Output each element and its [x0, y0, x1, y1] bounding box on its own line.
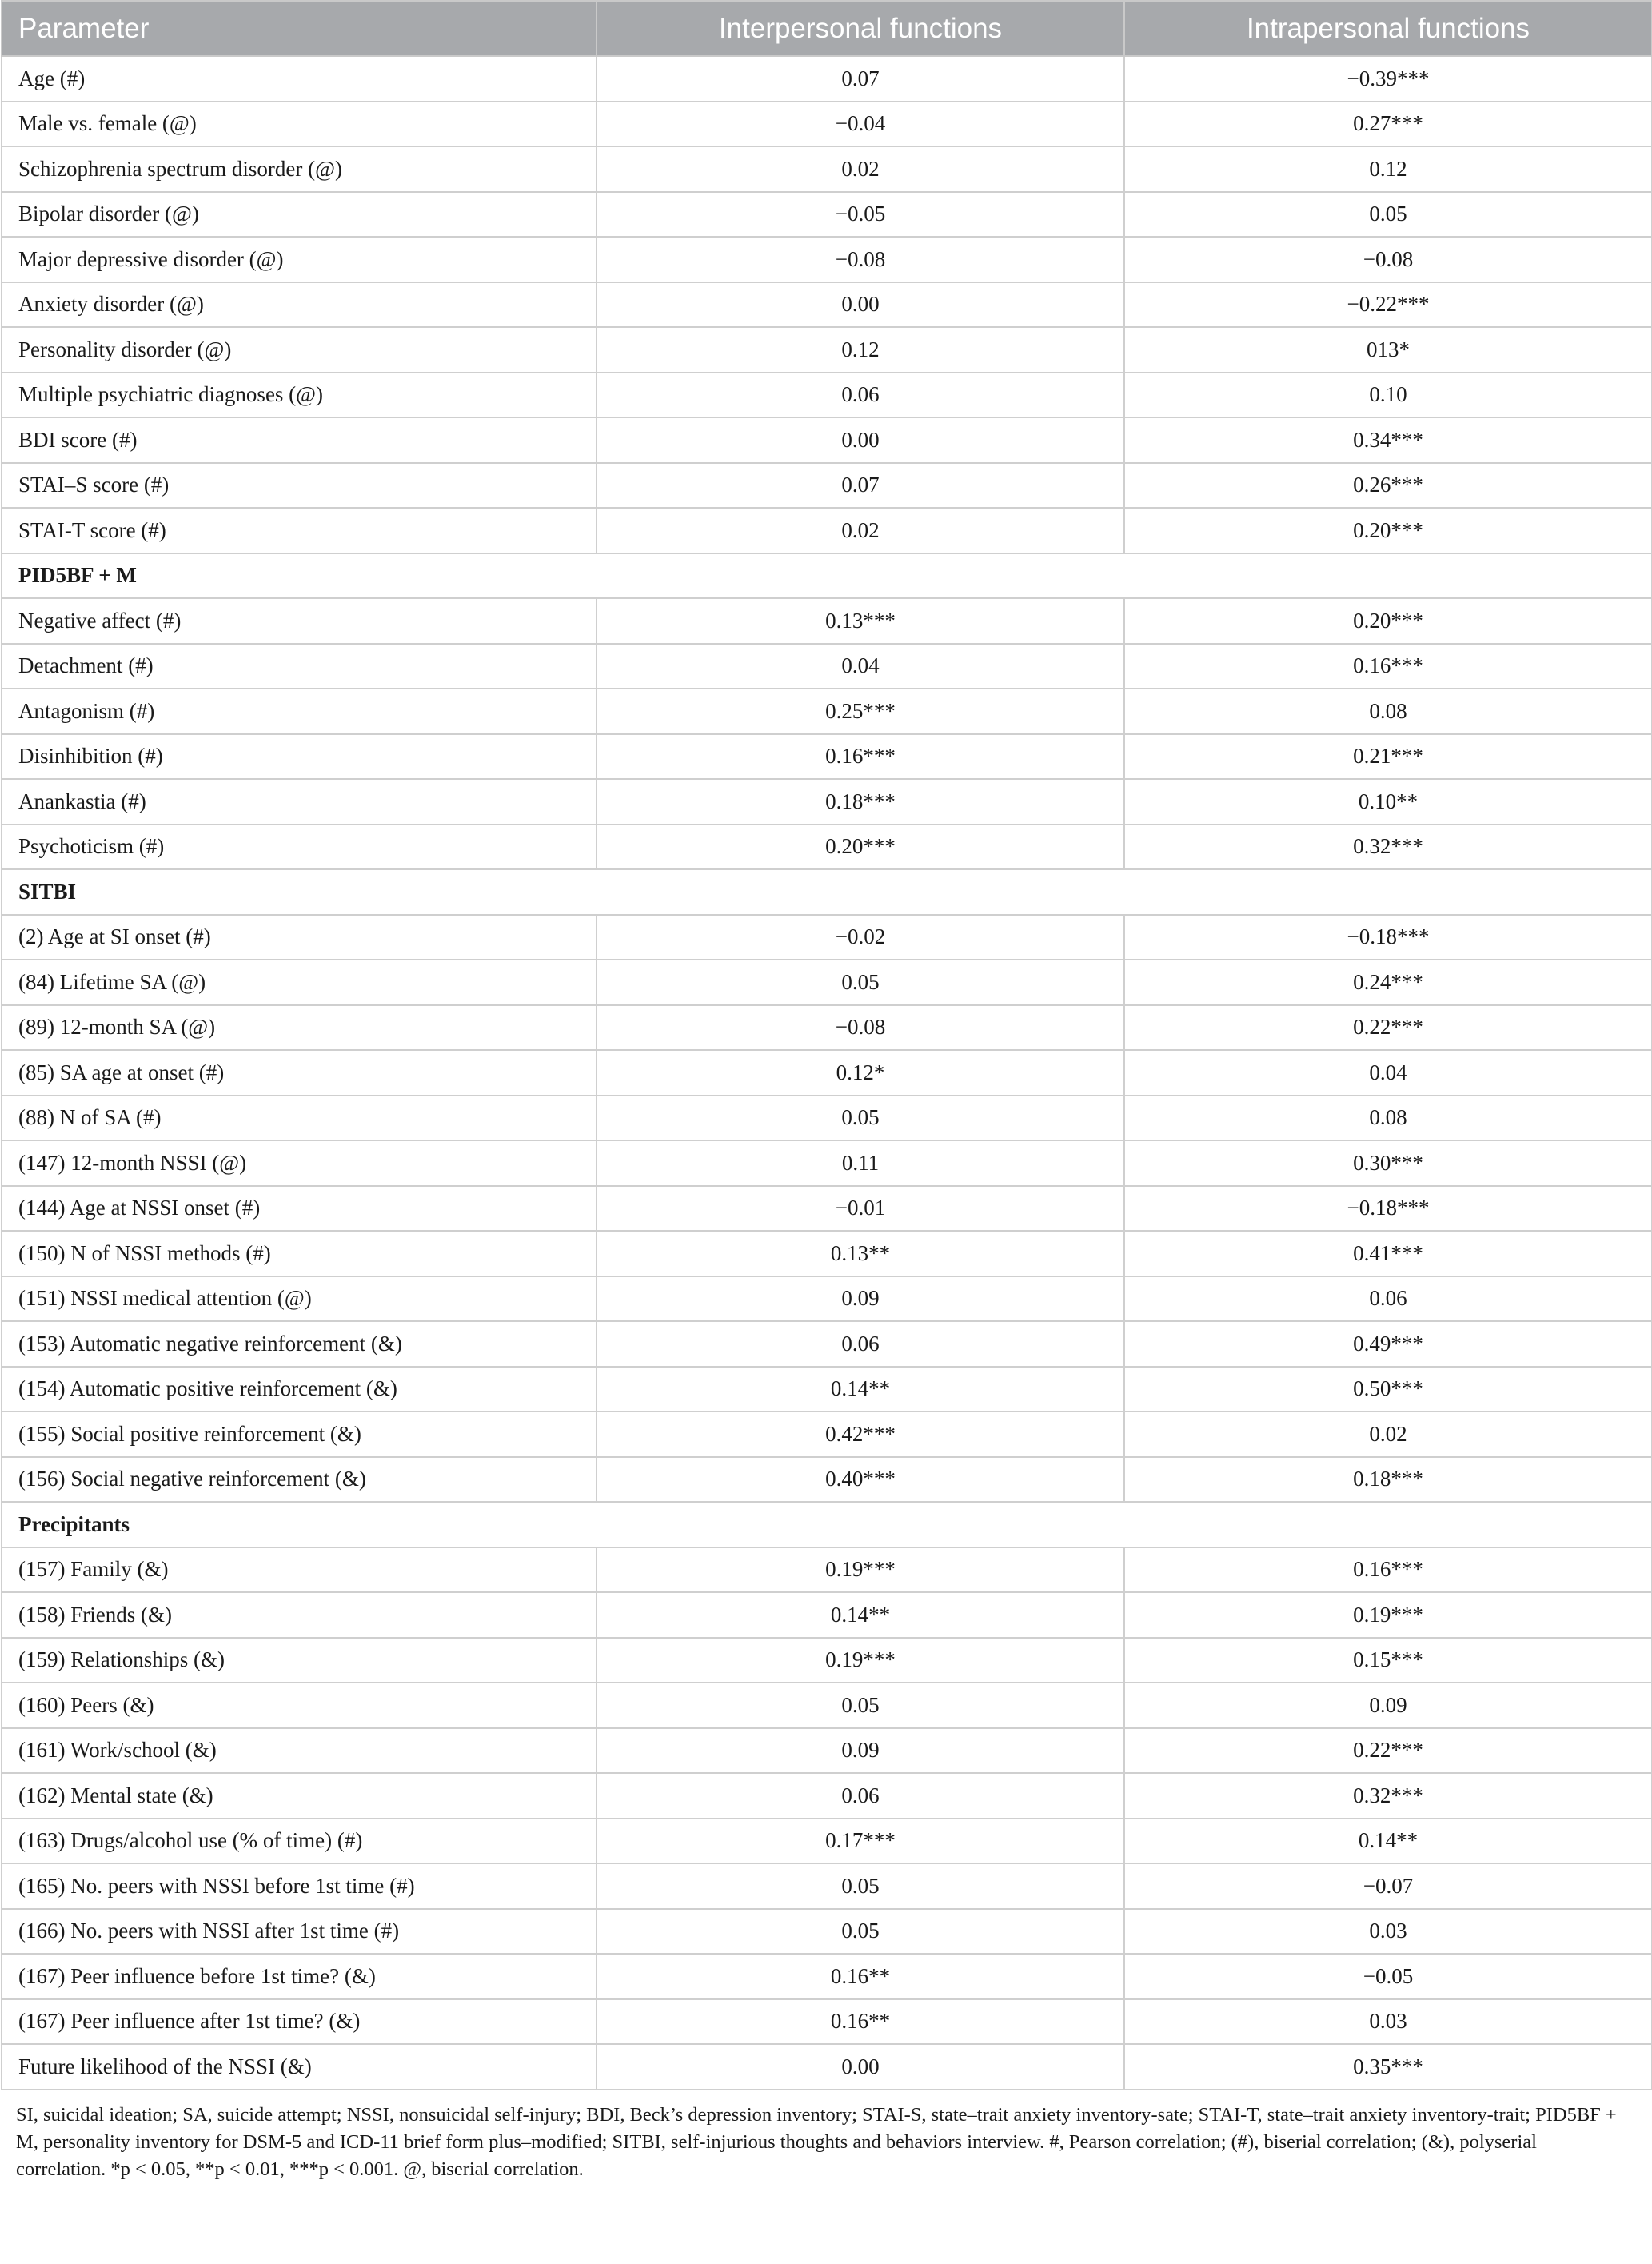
table-row	[2, 1909, 1652, 1955]
intrapersonal-cell: −0.39***	[1124, 56, 1652, 102]
intrapersonal-cell: 0.03	[1124, 1999, 1652, 2045]
parameter-cell: (89) 12-month SA (@)	[2, 1005, 597, 1051]
interpersonal-cell: 0.04	[597, 644, 1124, 689]
section-label: SITBI	[2, 869, 1652, 915]
parameter-cell: (158) Friends (&)	[2, 1592, 597, 1638]
table-row	[2, 689, 1652, 734]
parameter-cell: Anankastia (#)	[2, 779, 597, 825]
section-label: PID5BF + M	[2, 553, 1652, 599]
parameter-cell: (160) Peers (&)	[2, 1683, 597, 1728]
parameter-cell: Negative affect (#)	[2, 598, 597, 644]
parameter-cell: STAI-T score (#)	[2, 508, 597, 553]
interpersonal-cell: 0.09	[597, 1276, 1124, 1322]
table-row	[2, 1863, 1652, 1909]
interpersonal-cell: 0.14**	[597, 1367, 1124, 1412]
table-row	[2, 1547, 1652, 1593]
intrapersonal-cell: 0.10**	[1124, 779, 1652, 825]
intrapersonal-cell: 0.04	[1124, 1050, 1652, 1096]
parameter-cell: Disinhibition (#)	[2, 734, 597, 780]
intrapersonal-cell: 0.24***	[1124, 960, 1652, 1005]
parameter-cell: (144) Age at NSSI onset (#)	[2, 1186, 597, 1232]
table-row	[2, 1999, 1652, 2045]
table-row	[2, 915, 1652, 960]
intrapersonal-cell: 0.05	[1124, 192, 1652, 238]
interpersonal-cell: −0.05	[597, 192, 1124, 238]
interpersonal-cell: 0.06	[597, 373, 1124, 418]
interpersonal-cell: 0.07	[597, 463, 1124, 509]
parameter-cell: (2) Age at SI onset (#)	[2, 915, 597, 960]
interpersonal-cell: 0.06	[597, 1321, 1124, 1367]
interpersonal-cell: 0.05	[597, 960, 1124, 1005]
interpersonal-cell: −0.04	[597, 102, 1124, 147]
interpersonal-cell: 0.11	[597, 1140, 1124, 1186]
table-row	[2, 1005, 1652, 1051]
intrapersonal-cell: 0.18***	[1124, 1457, 1652, 1503]
parameter-cell: (147) 12-month NSSI (@)	[2, 1140, 597, 1186]
interpersonal-cell: 0.00	[597, 417, 1124, 463]
interpersonal-cell: 0.00	[597, 2044, 1124, 2090]
intrapersonal-cell: −0.05	[1124, 1954, 1652, 1999]
interpersonal-cell: 0.05	[597, 1909, 1124, 1955]
interpersonal-cell: 0.12	[597, 327, 1124, 373]
parameter-cell: Detachment (#)	[2, 644, 597, 689]
parameter-cell: Age (#)	[2, 56, 597, 102]
table-row	[2, 644, 1652, 689]
parameter-cell: (167) Peer influence after 1st time? (&)	[2, 1999, 597, 2045]
intrapersonal-cell: 0.32***	[1124, 1773, 1652, 1819]
table-row	[2, 1096, 1652, 1141]
interpersonal-cell: 0.16**	[597, 1999, 1124, 2045]
parameter-cell: (162) Mental state (&)	[2, 1773, 597, 1819]
intrapersonal-cell: 0.20***	[1124, 598, 1652, 644]
intrapersonal-cell: −0.07	[1124, 1863, 1652, 1909]
intrapersonal-cell: 0.03	[1124, 1909, 1652, 1955]
table-row	[2, 508, 1652, 553]
table-row	[2, 1276, 1652, 1322]
intrapersonal-cell: 0.41***	[1124, 1231, 1652, 1276]
table-row	[2, 779, 1652, 825]
interpersonal-cell: 0.19***	[597, 1638, 1124, 1683]
table-row	[2, 192, 1652, 238]
interpersonal-cell: −0.01	[597, 1186, 1124, 1232]
intrapersonal-cell: 0.09	[1124, 1683, 1652, 1728]
intrapersonal-cell: 0.06	[1124, 1276, 1652, 1322]
interpersonal-cell: 0.12*	[597, 1050, 1124, 1096]
parameter-cell: (88) N of SA (#)	[2, 1096, 597, 1141]
table-row	[2, 327, 1652, 373]
intrapersonal-cell: 0.16***	[1124, 644, 1652, 689]
parameter-cell: Major depressive disorder (@)	[2, 237, 597, 282]
parameter-cell: (153) Automatic negative reinforcement (&)	[2, 1321, 597, 1367]
interpersonal-cell: 0.07	[597, 56, 1124, 102]
intrapersonal-cell: 0.26***	[1124, 463, 1652, 509]
parameter-cell: Psychoticism (#)	[2, 825, 597, 870]
table-row	[2, 1954, 1652, 1999]
interpersonal-cell: 0.40***	[597, 1457, 1124, 1503]
table-row	[2, 237, 1652, 282]
intrapersonal-cell: 0.12	[1124, 146, 1652, 192]
table-row	[2, 1186, 1652, 1232]
interpersonal-cell: −0.02	[597, 915, 1124, 960]
interpersonal-cell: 0.05	[597, 1863, 1124, 1909]
parameter-cell: Personality disorder (@)	[2, 327, 597, 373]
table-row	[2, 1638, 1652, 1683]
parameter-cell: Antagonism (#)	[2, 689, 597, 734]
interpersonal-cell: 0.13***	[597, 598, 1124, 644]
header-interpersonal: Interpersonal functions	[597, 1, 1124, 56]
parameter-cell: (155) Social positive reinforcement (&)	[2, 1412, 597, 1457]
intrapersonal-cell: −0.08	[1124, 237, 1652, 282]
interpersonal-cell: 0.13**	[597, 1231, 1124, 1276]
interpersonal-cell: 0.00	[597, 282, 1124, 328]
table-row	[2, 1231, 1652, 1276]
table-row	[2, 417, 1652, 463]
intrapersonal-cell: 0.15***	[1124, 1638, 1652, 1683]
parameter-cell: Male vs. female (@)	[2, 102, 597, 147]
intrapersonal-cell: 0.21***	[1124, 734, 1652, 780]
section-row	[2, 553, 1652, 599]
interpersonal-cell: 0.18***	[597, 779, 1124, 825]
intrapersonal-cell: −0.22***	[1124, 282, 1652, 328]
intrapersonal-cell: 0.08	[1124, 689, 1652, 734]
correlation-table	[1, 0, 1652, 2090]
parameter-cell: (157) Family (&)	[2, 1547, 597, 1593]
table-row	[2, 102, 1652, 147]
table-row	[2, 1412, 1652, 1457]
table-row	[2, 1050, 1652, 1096]
parameter-cell: (156) Social negative reinforcement (&)	[2, 1457, 597, 1503]
parameter-cell: (154) Automatic positive reinforcement (&)	[2, 1367, 597, 1412]
interpersonal-cell: 0.42***	[597, 1412, 1124, 1457]
interpersonal-cell: 0.05	[597, 1096, 1124, 1141]
interpersonal-cell: 0.14**	[597, 1592, 1124, 1638]
intrapersonal-cell: 0.27***	[1124, 102, 1652, 147]
interpersonal-cell: −0.08	[597, 1005, 1124, 1051]
intrapersonal-cell: 0.20***	[1124, 508, 1652, 553]
intrapersonal-cell: 0.35***	[1124, 2044, 1652, 2090]
parameter-cell: STAI–S score (#)	[2, 463, 597, 509]
interpersonal-cell: 0.02	[597, 508, 1124, 553]
intrapersonal-cell: −0.18***	[1124, 1186, 1652, 1232]
table-row	[2, 825, 1652, 870]
interpersonal-cell: 0.06	[597, 1773, 1124, 1819]
parameter-cell: (167) Peer influence before 1st time? (&)	[2, 1954, 597, 1999]
intrapersonal-cell: 0.02	[1124, 1412, 1652, 1457]
intrapersonal-cell: 0.32***	[1124, 825, 1652, 870]
parameter-cell: (150) N of NSSI methods (#)	[2, 1231, 597, 1276]
parameter-cell: (151) NSSI medical attention (@)	[2, 1276, 597, 1322]
parameter-cell: (165) No. peers with NSSI before 1st time (#)	[2, 1863, 597, 1909]
parameter-cell: (84) Lifetime SA (@)	[2, 960, 597, 1005]
interpersonal-cell: 0.09	[597, 1728, 1124, 1774]
interpersonal-cell: 0.16***	[597, 734, 1124, 780]
table-row	[2, 1140, 1652, 1186]
table-row	[2, 56, 1652, 102]
interpersonal-cell: −0.08	[597, 237, 1124, 282]
table-row	[2, 146, 1652, 192]
table-row	[2, 282, 1652, 328]
parameter-cell: Multiple psychiatric diagnoses (@)	[2, 373, 597, 418]
intrapersonal-cell: 0.34***	[1124, 417, 1652, 463]
table-row	[2, 2044, 1652, 2090]
table-row	[2, 1773, 1652, 1819]
table-row	[2, 1367, 1652, 1412]
interpersonal-cell: 0.02	[597, 146, 1124, 192]
parameter-cell: Bipolar disorder (@)	[2, 192, 597, 238]
intrapersonal-cell: 0.08	[1124, 1096, 1652, 1141]
intrapersonal-cell: 0.14**	[1124, 1819, 1652, 1864]
section-row	[2, 869, 1652, 915]
parameter-cell: (161) Work/school (&)	[2, 1728, 597, 1774]
interpersonal-cell: 0.05	[597, 1683, 1124, 1728]
parameter-cell: (163) Drugs/alcohol use (% of time) (#)	[2, 1819, 597, 1864]
intrapersonal-cell: −0.18***	[1124, 915, 1652, 960]
table-row	[2, 1457, 1652, 1503]
table-row	[2, 1819, 1652, 1864]
interpersonal-cell: 0.20***	[597, 825, 1124, 870]
table-row	[2, 463, 1652, 509]
intrapersonal-cell: 0.19***	[1124, 1592, 1652, 1638]
parameter-cell: (159) Relationships (&)	[2, 1638, 597, 1683]
intrapersonal-cell: 0.16***	[1124, 1547, 1652, 1593]
table-row	[2, 960, 1652, 1005]
header-intrapersonal: Intrapersonal functions	[1124, 1, 1652, 56]
parameter-cell: Anxiety disorder (@)	[2, 282, 597, 328]
table-row	[2, 373, 1652, 418]
table-row	[2, 1592, 1652, 1638]
interpersonal-cell: 0.25***	[597, 689, 1124, 734]
intrapersonal-cell: 0.22***	[1124, 1728, 1652, 1774]
intrapersonal-cell: 013*	[1124, 327, 1652, 373]
header-parameter: Parameter	[2, 1, 597, 56]
table-row	[2, 1321, 1652, 1367]
interpersonal-cell: 0.19***	[597, 1547, 1124, 1593]
parameter-cell: Schizophrenia spectrum disorder (@)	[2, 146, 597, 192]
intrapersonal-cell: 0.30***	[1124, 1140, 1652, 1186]
table-row	[2, 1683, 1652, 1728]
interpersonal-cell: 0.16**	[597, 1954, 1124, 1999]
table-footnote: SI, suicidal ideation; SA, suicide attempt; NSSI, nonsuicidal self-injury; BDI, Beck’s depression inventory; STAI-S, state–trait anxiety inventory-sate; STAI-T, state–trait anxiety inventory-trait; PID5BF + M, personality inventory for DSM-5 and ICD-11 brief form plus–modified; SITBI, self-injurious thoughts and behaviors interview. #, Pearson correlation; (#), biserial correlation; (&), polyserial correlation. *p < 0.05, **p < 0.01, ***p < 0.001. @, biserial correlation.	[16, 2103, 1617, 2180]
parameter-cell: (166) No. peers with NSSI after 1st time (#)	[2, 1909, 597, 1955]
table-header-row	[2, 1, 1652, 56]
parameter-cell: (85) SA age at onset (#)	[2, 1050, 597, 1096]
interpersonal-cell: 0.17***	[597, 1819, 1124, 1864]
intrapersonal-cell: 0.22***	[1124, 1005, 1652, 1051]
section-row	[2, 1502, 1652, 1547]
table-body	[2, 56, 1652, 2090]
intrapersonal-cell: 0.50***	[1124, 1367, 1652, 1412]
table-row	[2, 598, 1652, 644]
table-row	[2, 734, 1652, 780]
table-row	[2, 1728, 1652, 1774]
parameter-cell: BDI score (#)	[2, 417, 597, 463]
section-label: Precipitants	[2, 1502, 1652, 1547]
intrapersonal-cell: 0.49***	[1124, 1321, 1652, 1367]
intrapersonal-cell: 0.10	[1124, 373, 1652, 418]
parameter-cell: Future likelihood of the NSSI (&)	[2, 2044, 597, 2090]
